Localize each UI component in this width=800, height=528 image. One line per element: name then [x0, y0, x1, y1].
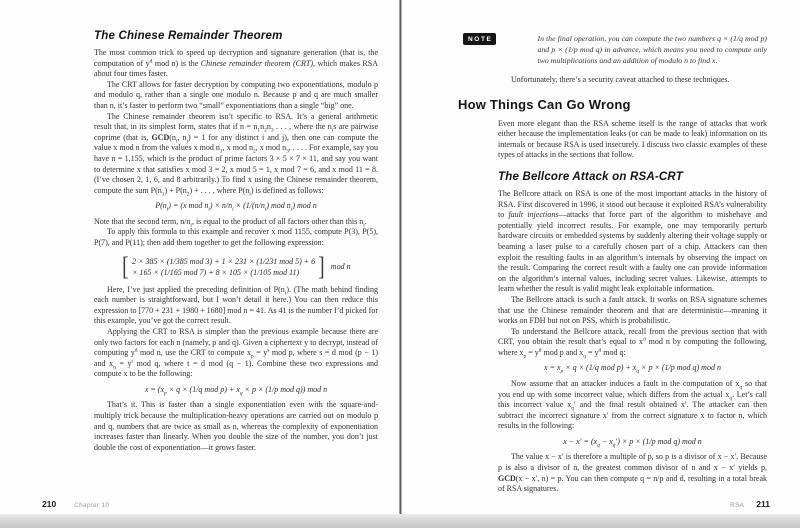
paragraph: Now assume that an attacker induces a fault in the computation of $x_q$ so that you end up with some incorrect value, which differs from the actual $x_q$. Let’s call this incorrect value $x_q'$ and the final result obtained x′. The attacker can then subtract the incorrect signature x′ from the correct signature x to factor n, which results in the following:: [498, 378, 767, 431]
formula-lines: [132, 256, 315, 278]
page-number-right: 211: [756, 499, 770, 509]
formula-mod-suffix: mod n: [330, 262, 351, 272]
section-heading-how-things-can-go-wrong: How Things Can Go Wrong: [458, 96, 631, 112]
page-right: [402, 0, 800, 514]
formula-crt-example: [94, 251, 378, 281]
footer-right: [730, 499, 770, 509]
paragraph: The Chinese remainder theorem isn’t specific to RSA. It’s a general arithmetic result that, in its simplest form, states that if $n = n_1n_2n_3$ . . . , where the $n_is$ are pairwise coprime (that is, $GCD(n_i$, $n_j) = 1$ for any distinct i and j), then one can compute the value x mod n from the values x mod $n_1$, x mod $n_2$, x mod $n_3$, . . . . For example, say you have n = 1,155, which is the product of prime factors 3 × 5 × 7 × 11, and say you want to determine x that satisfies x mod 3 = 2, x mod 5 = 1, x mod 7 = 6, and x mod 11 = 8. (I’ve chosen 2, 1, 6, and 8 arbitrarily.) To find x using the Chinese remainder theorem, compute the sum $P(n_1) + P(n_2)$ + . . . , where $P(n_i)$ is defined as follows:: [94, 111, 379, 198]
formula-line-1: 2 × 385 × (1/385 mod 3) + 1 × 231 × (1/231 mod 5) + 6: [132, 256, 316, 266]
left-bracket-glyph: [: [122, 251, 129, 281]
paragraph: The most common trick to speed up decryption and signature generation (that is, the computation of $y^d$ mod n) is the Chinese remainder theorem (CRT), which makes RSA about four times faster.: [94, 48, 378, 79]
paragraph: The Bellcore attack is such a fault attack. It works on RSA signature schemes that use the Chinese remainder theorem and that are deterministic—meaning it works on FDH but not on PSS, which is probabilistic.: [498, 294, 767, 326]
formula-crt-term-definition: $P(n_i) = (x$ mod $n_i) \times n/n_i \times (1/(n/n_i)$ mod $n_i$) mod n: [155, 201, 317, 213]
page-gutter-divider: [399, 0, 402, 514]
formula-fault-difference: $x - x' = (x_q - x_q') \times p \times (1/p$ mod q) mod n: [563, 436, 702, 449]
paragraph: Here, I’ve just applied the preceding definition of $P(n_i)$. (The math behind finding each number is straightforward, but I won’t detail it here.) You can then reduce this expression to [770 + 231 + 1980 + 1680] mod n = 41. As 41 is the number I’d picked for this example, you’ve got the correct result.: [94, 284, 379, 326]
paragraph: The value x − x′ is therefore a multiple of p, so p is a divisor of x − x′. Because p is also a divisor of n, the greatest common divisor of n and x − x′ yields p, GCD(x − x′, n) = p. You can then compute q = n/p and d, resulting in a total break of RSA signatures.: [498, 452, 767, 494]
section-label: RSA: [730, 502, 745, 509]
formula-crt-combine: $x = (x_p \times q \times (1/q$ mod $p) + x_q \times p \times (1/p$ mod q)) mod n: [144, 384, 328, 397]
paragraph: The CRT allows for faster decryption by computing two exponentiations, modulo p and modulo q, rather than a single one modulo n. Because p and q are much smaller than n, it’s faster to perform two “small” exponentiations than a single “big” one.: [94, 79, 378, 110]
paragraph: Unfortunately, there’s a security caveat attached to these techniques.: [511, 75, 730, 84]
section-heading-bellcore-attack: The Bellcore Attack on RSA-CRT: [498, 170, 683, 183]
footer-left: [42, 499, 109, 509]
paragraph: That’s it. This is faster than a single exponentiation even with the square-and-multiply trick because the multiplication-heavy operations are carried out on modulo p and q, numbers that are twice as small as n, whereas the complexity of exponentiation increases faster than linearly. When you double the size of the number, you don’t just double the cost of exponentiation—it grows faster.: [94, 400, 378, 452]
formula-crt-result: $x = x_p \times q \times (1/q$ mod $p) + x_q \times p \times (1/p$ mod q) mod n: [544, 363, 721, 376]
formula-line-2: × 165 × (1/165 mod 7) + 8 × 105 × (1/105 mod 11): [132, 267, 300, 277]
paragraph: To understand the Bellcore attack, recall from the previous section that with CRT, you obtain the result that’s equal to $x^d$ mod n by computing the following, where $x_p = y^d$ mod p and $x_q = y^d$ mod q:: [498, 326, 768, 360]
chapter-label: Chapter 10: [74, 502, 110, 509]
right-bracket-glyph: ]: [318, 251, 325, 281]
paragraph: Note that the second term, $n/n_i$, is equal to the product of all factors other than this $n_i$.: [94, 216, 367, 229]
note-text: In the final operation, you can compute the two numbers q × (1/q mod p) and p × (1/p mod q) in advance, which means you need to compute only two multiplications and an addition of modulo n to find x.: [537, 34, 767, 65]
page-stack-bottom-edge: [0, 514, 800, 528]
page-left: [0, 0, 399, 514]
paragraph: Applying the CRT to RSA is simpler than the previous example because there are only two factors for each n (namely, p and q). Given a ciphertext y to decrypt, instead of computing $y^d$ mod n, use the CRT to compute $x_p = y^s$ mod p, where s = d mod (p − 1) and $x_q = y^t$ mod q, where t = d mod (q − 1). Combine these two expressions and compute x to be the following:: [94, 326, 379, 379]
page-number-left: 210: [42, 499, 57, 509]
note-callout: [463, 33, 767, 66]
paragraph: The Bellcore attack on RSA is one of the most important attacks in the history of RSA. First discovered in 1996, it stood out because it exploited RSA’s vulnerability to fault injections—attacks that force part of the algorithm to misbehave and potentially yield incorrect results. For example, one may temporarily perturb hardware circuits or embedded systems by suddenly altering their voltage supply or beaming a laser pulse to a carefully chosen part of a chip. Attackers can then exploit the resulting faults in an algorithm’s internals by observing the impact on the result. Comparing the correct result with a faulty one can provide information on the algorithm’s internal values, including secret values. Likewise, attempts to learn whether the result is valid might leak exploitable information.: [498, 188, 767, 294]
paragraph: To apply this formula to this example and recover x mod 1155, compute P(3), P(5), P(7), and P(11); then add them together to get the following expression:: [94, 227, 378, 247]
section-heading-chinese-remainder: The Chinese Remainder Theorem: [94, 30, 283, 42]
note-badge: NOTE: [463, 33, 496, 45]
paragraph: Even more elegant than the RSA scheme itself is the range of attacks that work either because the implementation leaks (or can be made to leak) information on its internals or because RSA is used insecurely. I discuss two classic examples of these types of attacks in the sections that follow.: [498, 118, 767, 160]
